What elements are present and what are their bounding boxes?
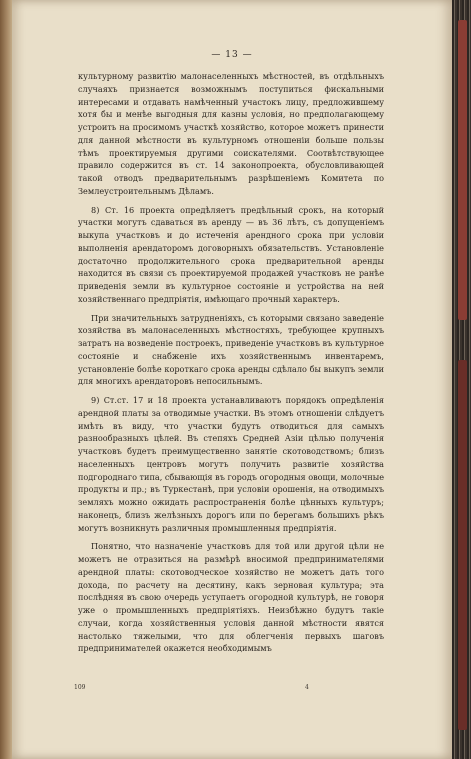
paragraph-3: При значительныхъ затрудненіяхъ, съ которыми связано заведеніе хозяйства въ малонаселенныхъ мѣстностяхъ, требующее крупныхъ затратъ на возведеніе построекъ, приведеніе участковъ въ культурное состояніе и снабженіе ихъ хозяйственнымъ инвентаремъ, установленіе болѣе короткаго срока аренды сдѣлало бы выкупъ земли для многихъ арендаторовъ непосильнымъ.	[78, 312, 384, 387]
book-edge-right	[452, 0, 471, 759]
book-page	[12, 0, 452, 759]
book-binding-left	[0, 0, 12, 759]
page-edge-tab	[458, 20, 467, 320]
page-number-header: — 13 —	[211, 50, 253, 60]
signature-mark-left: 109	[74, 684, 86, 691]
paragraph-1: культурному развитію малонаселенныхъ мѣстностей, въ отдѣльныхъ случаяхъ признается возможнымъ поступиться фискальными интересами и отдавать намѣченный участокъ лицу, предложившему хотя бы и менѣе выгодныя для казны условія, но предполагающему устроить на просимомъ участкѣ хозяйство, которое можетъ принести для данной мѣстности въ культурномъ отношеніи больше пользы тѣмъ проектируемыя другими соискателями. Соотвѣтствующее правило содержится въ ст. 14 законопроекта, обусловливающей такой отводъ предварительнымъ разрѣшеніемъ Комитета по Землеустроительнымъ Дѣламъ.	[78, 71, 384, 196]
signature-mark-right: 4	[305, 684, 309, 691]
page-body-text	[78, 70, 384, 661]
paragraph-4: 9) Ст.ст. 17 и 18 проекта устанавливаютъ порядокъ опредѣленія арендной платы за отводимые участки. Въ этомъ отношеніи слѣдуетъ имѣть въ виду, что участки будутъ отводиться для самыхъ разнообразныхъ цѣлей. Въ степяхъ Средней Азіи цѣлью полученія участковъ будетъ преимущественно занятіе скотоводствомъ; близъ населенныхъ центровъ могутъ получить развитіе хозяйства подгороднаго типа, сбывающія въ городъ огородныя овощи, молочные продукты и пр.; въ Туркестанѣ, при условіи орошенія, на отводимыхъ земляхъ можно ожидать распространенія болѣе цѣнныхъ культуръ; наконецъ, близъ желѣзныхъ дорогъ или по берегамъ большихъ рѣкъ могутъ возникнуть различныя промышленныя предпріятія.	[78, 395, 385, 533]
paragraph-2: 8) Ст. 16 проекта опредѣляетъ предѣльный срокъ, на который участки могутъ сдаваться въ аренду — въ 36 лѣтъ, съ допущеніемъ выкупа участковъ и до истеченія арендного срока при условіи выполненія арендаторомъ договорныхъ обязательствъ. Установленіе достаточно продолжительного срока предварительной аренды находится въ связи съ проектируемой продажей участковъ не ранѣе приведенія земли въ культурное состояніе и устройства на ней хозяйственнаго предпріятія, имѣющаго прочный характеръ.	[78, 204, 384, 304]
page-edge-tab	[458, 360, 467, 730]
paragraph-5: Понятно, что назначеніе участковъ для той или другой цѣли не можетъ не отразиться на размѣрѣ вносимой предпринимателями арендной платы: скотоводческое хозяйство не можетъ дать того дохода, по расчету на десятину, какъ зерновая культура; эта послѣдняя въ свою очередь уступаетъ огородной культурѣ, не говоря уже о промышленныхъ предпріятіяхъ. Неизбѣжно будутъ такіе случаи, когда хозяйственныя условія данной мѣстности явятся настолько тяжелыми, что для облегченія первыхъ шаговъ предпринимателей окажется необходимымъ	[78, 541, 384, 654]
